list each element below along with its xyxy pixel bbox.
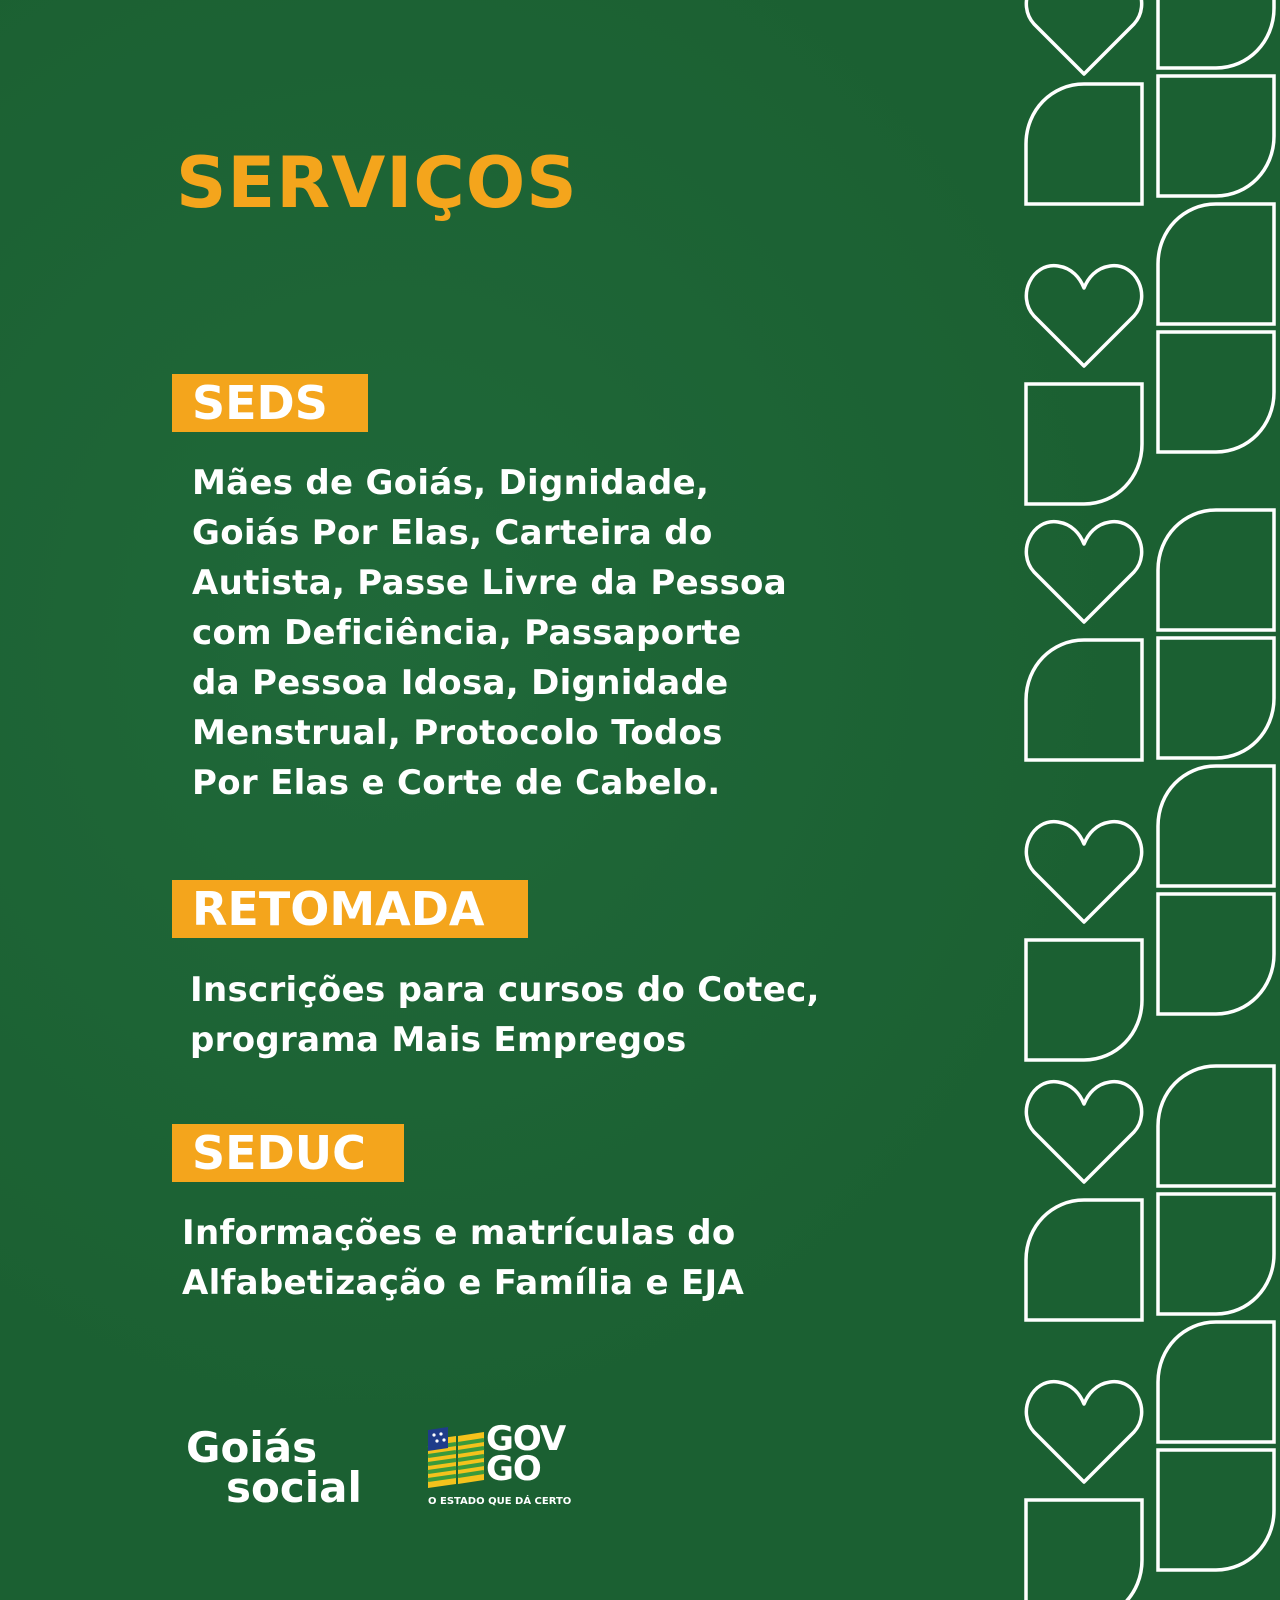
- govgo-logo: [426, 1419, 576, 1514]
- goias-flag-icon: [426, 1426, 488, 1492]
- goias-social-logo-line2: social: [226, 1463, 362, 1512]
- pattern-col-1: [1026, 0, 1142, 1600]
- section-badge-seds: SEDS: [172, 374, 368, 432]
- decorative-heart-pattern: [1020, 0, 1280, 1600]
- govgo-logo-line1: GOV: [486, 1419, 566, 1459]
- pattern-col-2: [1158, 0, 1274, 1570]
- govgo-tagline: O ESTADO QUE DÁ CERTO: [428, 1496, 572, 1507]
- section-badge-retomada: RETOMADA: [172, 880, 528, 938]
- section-text-seduc: Informações e matrículas do Alfabetização e Família e EJA: [182, 1213, 745, 1303]
- page-title: SERVIÇOS: [176, 142, 578, 224]
- goias-social-logo-line1: Goiás: [186, 1423, 318, 1472]
- section-text-seds: Mães de Goiás, Dignidade, Goiás Por Elas, Carteira do Autista, Passe Livre da Pessoa com Deficiência, Passaporte da Pessoa Idosa, Dignidade Menstrual, Protocolo Todos Por Elas e Corte de Cabelo.: [192, 463, 787, 803]
- govgo-logo-line2: GO: [486, 1449, 541, 1489]
- govgo-logo-text: [486, 1419, 566, 1489]
- section-badge-seduc: SEDUC: [172, 1124, 404, 1182]
- section-text-retomada: Inscrições para cursos do Cotec, programa Mais Empregos: [190, 970, 820, 1060]
- goias-social-logo: [186, 1423, 362, 1512]
